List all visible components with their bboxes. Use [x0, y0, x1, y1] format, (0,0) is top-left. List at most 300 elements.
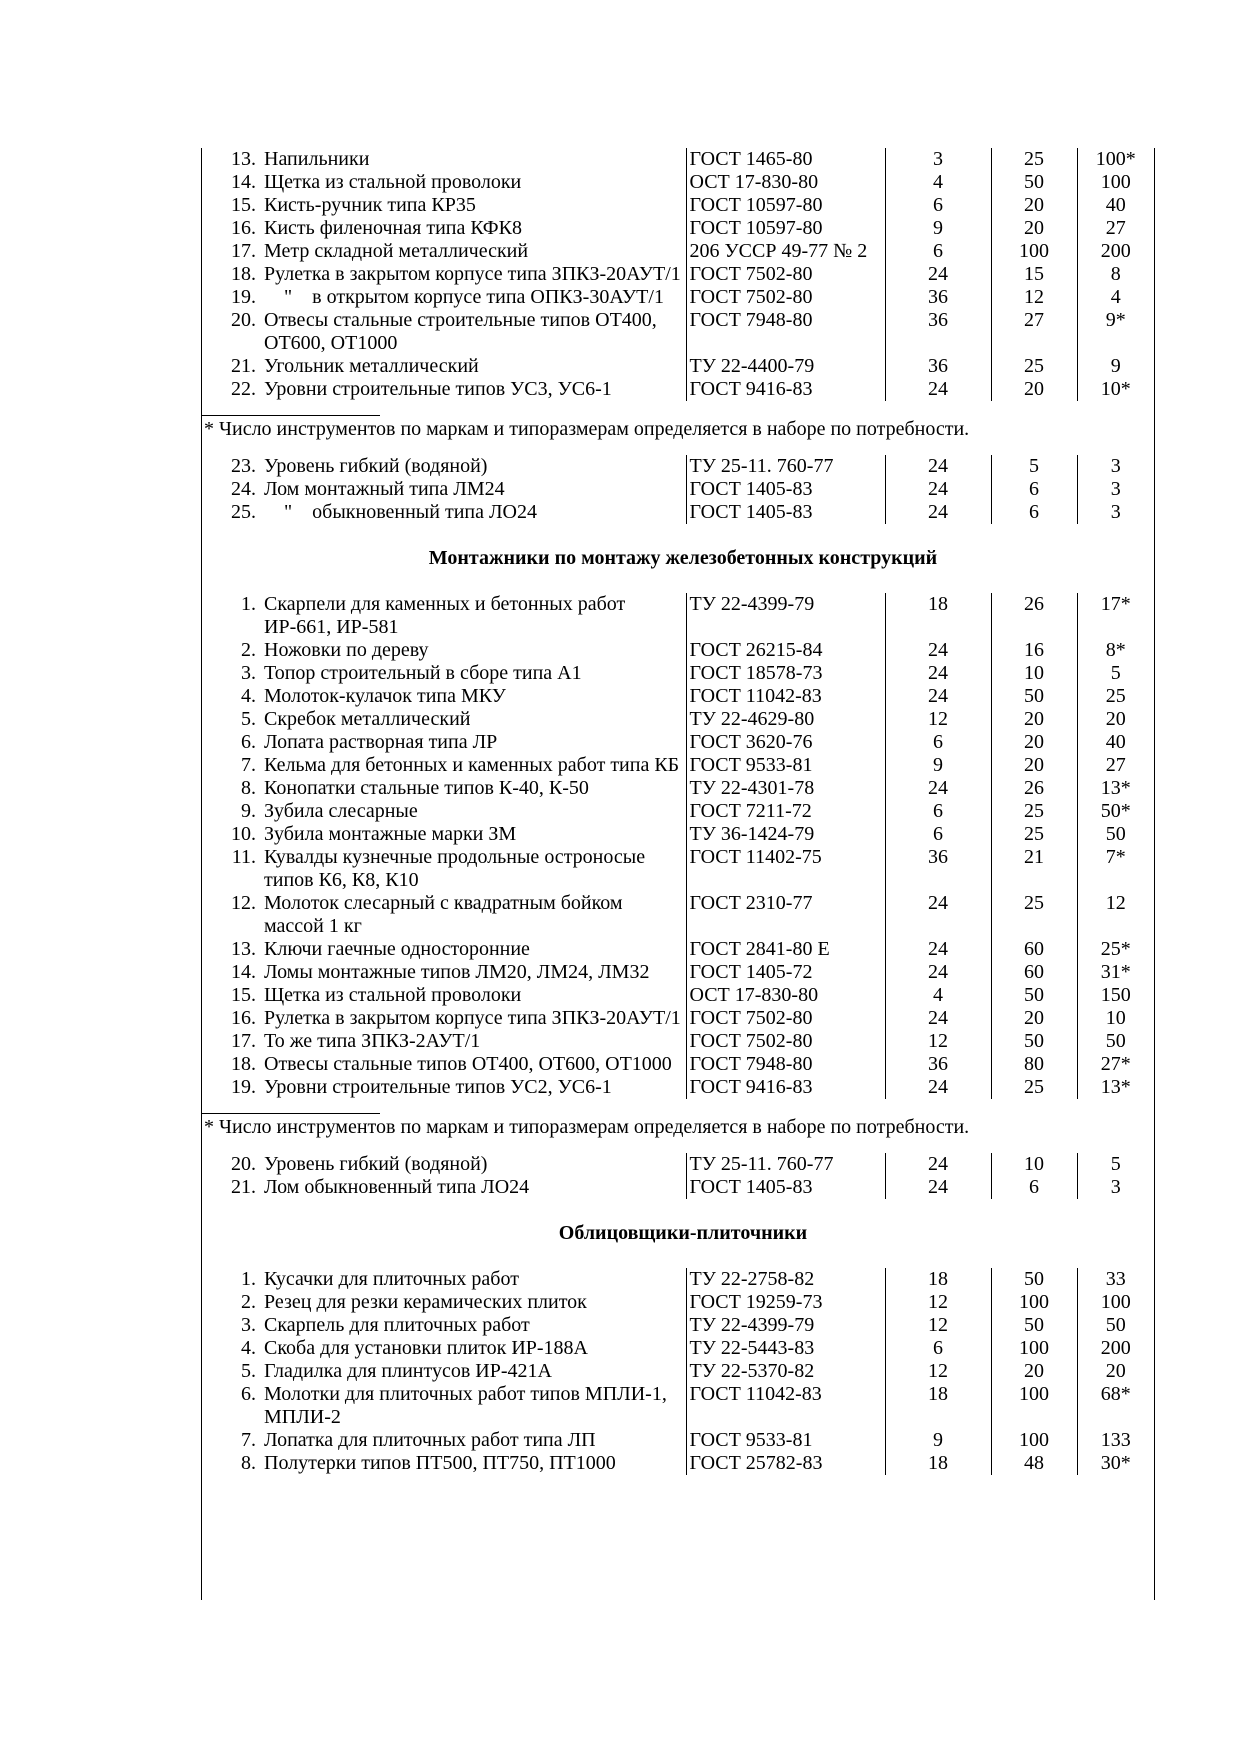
- value-col-2: 10: [991, 1153, 1077, 1176]
- value-col-3: 3: [1077, 478, 1154, 501]
- item-number: 8.: [241, 1452, 256, 1474]
- value-col-2: 80: [991, 1053, 1077, 1076]
- value-col-3: 25*: [1077, 938, 1154, 961]
- table-row: [202, 286, 1154, 309]
- table-row: [202, 171, 1154, 194]
- value-col-2: 27: [991, 309, 1077, 355]
- tools-table-5: [202, 1268, 1154, 1475]
- value-col-1: 24: [885, 662, 991, 685]
- tool-name: Метр складной металлический: [264, 240, 529, 262]
- tool-name: Уровень гибкий (водяной): [264, 1153, 488, 1175]
- standard-reference: ГОСТ 1405-83: [686, 501, 885, 524]
- tool-name: Скребок металлический: [264, 708, 471, 730]
- value-col-1: 24: [885, 263, 991, 286]
- value-col-1: 9: [885, 217, 991, 240]
- table-row: [202, 309, 1154, 355]
- value-col-1: 6: [885, 731, 991, 754]
- item-number: 21.: [231, 355, 256, 377]
- table-row: [202, 754, 1154, 777]
- item-number: 9.: [241, 800, 256, 822]
- value-col-1: 6: [885, 1337, 991, 1360]
- value-col-2: 26: [991, 593, 1077, 639]
- value-col-1: 12: [885, 708, 991, 731]
- value-col-1: 36: [885, 286, 991, 309]
- table-row: [202, 240, 1154, 263]
- value-col-1: 24: [885, 478, 991, 501]
- tools-table-4: [202, 1153, 1154, 1199]
- table-row: [202, 1291, 1154, 1314]
- value-col-3: 13*: [1077, 777, 1154, 800]
- standard-reference: ТУ 22-5443-83: [686, 1337, 885, 1360]
- value-col-1: 36: [885, 846, 991, 892]
- tool-name: То же типа ЗПКЗ-2АУТ/1: [264, 1030, 481, 1052]
- standard-reference: 206 УССР 49-77 № 2: [686, 240, 885, 263]
- value-col-1: 24: [885, 1076, 991, 1099]
- item-number: 12.: [231, 892, 256, 914]
- value-col-3: 10: [1077, 1007, 1154, 1030]
- value-col-2: 20: [991, 378, 1077, 401]
- tool-name: Щетка из стальной проволоки: [264, 171, 522, 193]
- tool-name: Молоток-кулачок типа МКУ: [264, 685, 506, 707]
- standard-reference: ГОСТ 26215-84: [686, 639, 885, 662]
- footnote: * Число инструментов по маркам и типоразмерам определяется в наборе по потребности.: [204, 1116, 970, 1138]
- value-col-3: 7*: [1077, 846, 1154, 892]
- item-number: 10.: [231, 823, 256, 845]
- tool-name: Молотки для плиточных работ типов МПЛИ-1, МПЛИ-2: [264, 1383, 667, 1428]
- standard-reference: ТУ 22-4629-80: [686, 708, 885, 731]
- value-col-2: 25: [991, 892, 1077, 938]
- value-col-2: 60: [991, 938, 1077, 961]
- value-col-1: 24: [885, 961, 991, 984]
- standard-reference: ГОСТ 7502-80: [686, 1007, 885, 1030]
- value-col-2: 100: [991, 1291, 1077, 1314]
- value-col-2: 48: [991, 1452, 1077, 1475]
- value-col-2: 20: [991, 1007, 1077, 1030]
- item-number: 5.: [241, 1360, 256, 1382]
- value-col-2: 20: [991, 217, 1077, 240]
- tool-name: Скарпели для каменных и бетонных работ ИР-661, ИР-581: [264, 593, 626, 638]
- standard-reference: ТУ 22-2758-82: [686, 1268, 885, 1291]
- value-col-1: 3: [885, 148, 991, 171]
- table-row: [202, 1452, 1154, 1475]
- tool-name: Молоток слесарный с квадратным бойком массой 1 кг: [264, 892, 623, 937]
- standard-reference: ГОСТ 10597-80: [686, 194, 885, 217]
- value-col-1: 24: [885, 1007, 991, 1030]
- item-number: 13.: [231, 148, 256, 170]
- item-number: 15.: [231, 984, 256, 1006]
- tool-name: Лопатка для плиточных работ типа ЛП: [264, 1429, 596, 1451]
- value-col-1: 6: [885, 800, 991, 823]
- value-col-2: 15: [991, 263, 1077, 286]
- tool-name: Отвесы стальные строительные типов ОТ400, ОТ600, ОТ1000: [264, 309, 657, 354]
- value-col-2: 100: [991, 240, 1077, 263]
- tools-table-2: [202, 455, 1154, 524]
- item-number: 14.: [231, 961, 256, 983]
- item-number: 5.: [241, 708, 256, 730]
- item-number: 16.: [231, 1007, 256, 1029]
- standard-reference: ГОСТ 1405-72: [686, 961, 885, 984]
- table-row: [202, 1314, 1154, 1337]
- value-col-2: 100: [991, 1383, 1077, 1429]
- value-col-2: 25: [991, 1076, 1077, 1099]
- value-col-1: 9: [885, 754, 991, 777]
- table-row: [202, 1268, 1154, 1291]
- value-col-2: 6: [991, 501, 1077, 524]
- item-number: 18.: [231, 1053, 256, 1075]
- table-row: [202, 1153, 1154, 1176]
- value-col-1: 24: [885, 639, 991, 662]
- item-number: 11.: [231, 846, 256, 868]
- tool-name: Скарпель для плиточных работ: [264, 1314, 530, 1336]
- item-number: 2.: [241, 639, 256, 661]
- table-row: [202, 455, 1154, 478]
- value-col-3: 30*: [1077, 1452, 1154, 1475]
- standard-reference: ГОСТ 3620-76: [686, 731, 885, 754]
- value-col-2: 20: [991, 754, 1077, 777]
- value-col-1: 9: [885, 1429, 991, 1452]
- value-col-1: 4: [885, 171, 991, 194]
- value-col-1: 24: [885, 378, 991, 401]
- item-number: 4.: [241, 1337, 256, 1359]
- value-col-1: 12: [885, 1291, 991, 1314]
- item-number: 1.: [241, 593, 256, 615]
- table-row: [202, 1360, 1154, 1383]
- table-row: [202, 662, 1154, 685]
- tool-name: " обыкновенный типа ЛО24: [264, 501, 537, 523]
- item-number: 25.: [231, 501, 256, 523]
- value-col-2: 6: [991, 1176, 1077, 1199]
- item-number: 13.: [231, 938, 256, 960]
- table-row: [202, 1337, 1154, 1360]
- tool-name: Резец для резки керамических плиток: [264, 1291, 587, 1313]
- value-col-3: 200: [1077, 240, 1154, 263]
- tool-name: Щетка из стальной проволоки: [264, 984, 522, 1006]
- tool-name: Топор строительный в сборе типа А1: [264, 662, 582, 684]
- table-row: [202, 777, 1154, 800]
- value-col-1: 24: [885, 685, 991, 708]
- standard-reference: ГОСТ 7502-80: [686, 263, 885, 286]
- table-row: [202, 1007, 1154, 1030]
- standard-reference: ТУ 25-11. 760-77: [686, 455, 885, 478]
- standard-reference: ГОСТ 11042-83: [686, 1383, 885, 1429]
- item-number: 17.: [231, 240, 256, 262]
- tool-name: Уровни строительные типов УС2, УС6-1: [264, 1076, 612, 1098]
- standard-reference: ГОСТ 9533-81: [686, 754, 885, 777]
- value-col-3: 8: [1077, 263, 1154, 286]
- item-number: 2.: [241, 1291, 256, 1313]
- tool-name: Конопатки стальные типов К-40, К-50: [264, 777, 589, 799]
- standard-reference: ТУ 36-1424-79: [686, 823, 885, 846]
- tool-name: Кельма для бетонных и каменных работ типа КБ: [264, 754, 680, 776]
- standard-reference: ГОСТ 19259-73: [686, 1291, 885, 1314]
- table-row: [202, 984, 1154, 1007]
- value-col-3: 50*: [1077, 800, 1154, 823]
- tool-name: Лопата растворная типа ЛР: [264, 731, 498, 753]
- standard-reference: ГОСТ 7502-80: [686, 1030, 885, 1053]
- standard-reference: ГОСТ 7502-80: [686, 286, 885, 309]
- value-col-3: 9: [1077, 355, 1154, 378]
- value-col-3: 5: [1077, 1153, 1154, 1176]
- table-row: [202, 846, 1154, 892]
- value-col-3: 8*: [1077, 639, 1154, 662]
- value-col-1: 18: [885, 1452, 991, 1475]
- value-col-1: 24: [885, 777, 991, 800]
- value-col-3: 100*: [1077, 148, 1154, 171]
- item-number: 18.: [231, 263, 256, 285]
- value-col-2: 50: [991, 1030, 1077, 1053]
- table-row: [202, 217, 1154, 240]
- value-col-1: 24: [885, 455, 991, 478]
- value-col-2: 25: [991, 800, 1077, 823]
- tool-name: Зубила монтажные марки ЗМ: [264, 823, 517, 845]
- value-col-3: 27: [1077, 217, 1154, 240]
- item-number: 23.: [231, 455, 256, 477]
- table-row: [202, 639, 1154, 662]
- value-col-1: 18: [885, 593, 991, 639]
- tool-name: Лом монтажный типа ЛМ24: [264, 478, 505, 500]
- value-col-2: 50: [991, 171, 1077, 194]
- table-row: [202, 800, 1154, 823]
- value-col-3: 50: [1077, 1030, 1154, 1053]
- item-number: 20.: [231, 1153, 256, 1175]
- table-row: [202, 263, 1154, 286]
- value-col-1: 12: [885, 1314, 991, 1337]
- value-col-1: 6: [885, 194, 991, 217]
- table-row: [202, 685, 1154, 708]
- tool-name: Полутерки типов ПТ500, ПТ750, ПТ1000: [264, 1452, 616, 1474]
- tool-name: Кувалды кузнечные продольные остроносые типов К6, К8, К10: [264, 846, 646, 891]
- standard-reference: ТУ 22-4399-79: [686, 593, 885, 639]
- section-title-tilers: Облицовщики-плиточники: [558, 1222, 808, 1244]
- table-row: [202, 355, 1154, 378]
- standard-reference: ГОСТ 2310-77: [686, 892, 885, 938]
- value-col-3: 40: [1077, 194, 1154, 217]
- value-col-1: 18: [885, 1268, 991, 1291]
- tool-name: Рулетка в закрытом корпусе типа ЗПКЗ-20АУТ/1: [264, 1007, 681, 1029]
- standard-reference: ГОСТ 9533-81: [686, 1429, 885, 1452]
- value-col-3: 3: [1077, 501, 1154, 524]
- value-col-2: 26: [991, 777, 1077, 800]
- table-row: [202, 1176, 1154, 1199]
- value-col-1: 24: [885, 892, 991, 938]
- value-col-3: 100: [1077, 1291, 1154, 1314]
- standard-reference: ГОСТ 2841-80 Е: [686, 938, 885, 961]
- footnote: * Число инструментов по маркам и типоразмерам определяется в наборе по потребности.: [204, 418, 970, 440]
- standard-reference: ТУ 22-5370-82: [686, 1360, 885, 1383]
- value-col-2: 21: [991, 846, 1077, 892]
- value-col-2: 12: [991, 286, 1077, 309]
- standard-reference: ГОСТ 7211-72: [686, 800, 885, 823]
- tool-name: Зубила слесарные: [264, 800, 418, 822]
- standard-reference: ГОСТ 25782-83: [686, 1452, 885, 1475]
- item-number: 6.: [241, 1383, 256, 1405]
- table-row: [202, 1383, 1154, 1429]
- section-title-installers: Монтажники по монтажу железобетонных конструкций: [428, 547, 938, 569]
- tool-name: Напильники: [264, 148, 370, 170]
- value-col-3: 27: [1077, 754, 1154, 777]
- value-col-3: 20: [1077, 708, 1154, 731]
- value-col-1: 36: [885, 355, 991, 378]
- value-col-3: 200: [1077, 1337, 1154, 1360]
- value-col-3: 3: [1077, 1176, 1154, 1199]
- value-col-2: 25: [991, 148, 1077, 171]
- tool-name: " в открытом корпусе типа ОПКЗ-30АУТ/1: [264, 286, 664, 308]
- tool-name: Уровень гибкий (водяной): [264, 455, 488, 477]
- item-number: 6.: [241, 731, 256, 753]
- item-number: 3.: [241, 1314, 256, 1336]
- table-row: [202, 501, 1154, 524]
- value-col-2: 20: [991, 1360, 1077, 1383]
- value-col-3: 12: [1077, 892, 1154, 938]
- table-row: [202, 938, 1154, 961]
- item-number: 4.: [241, 685, 256, 707]
- standard-reference: ГОСТ 7948-80: [686, 1053, 885, 1076]
- table-row: [202, 478, 1154, 501]
- item-number: 20.: [231, 309, 256, 331]
- value-col-3: 40: [1077, 731, 1154, 754]
- table-row: [202, 378, 1154, 401]
- item-number: 19.: [231, 1076, 256, 1098]
- value-col-3: 150: [1077, 984, 1154, 1007]
- value-col-2: 16: [991, 639, 1077, 662]
- table-row: [202, 892, 1154, 938]
- table-row: [202, 593, 1154, 639]
- standard-reference: ГОСТ 18578-73: [686, 662, 885, 685]
- table-row: [202, 731, 1154, 754]
- standard-reference: ТУ 25-11. 760-77: [686, 1153, 885, 1176]
- value-col-1: 24: [885, 1176, 991, 1199]
- value-col-1: 36: [885, 309, 991, 355]
- value-col-2: 50: [991, 1314, 1077, 1337]
- table-row: [202, 194, 1154, 217]
- document-page: [202, 148, 1154, 1475]
- value-col-3: 10*: [1077, 378, 1154, 401]
- value-col-2: 5: [991, 455, 1077, 478]
- value-col-2: 20: [991, 708, 1077, 731]
- table-row: [202, 823, 1154, 846]
- tool-name: Ножовки по дереву: [264, 639, 429, 661]
- value-col-2: 20: [991, 194, 1077, 217]
- standard-reference: ГОСТ 1405-83: [686, 478, 885, 501]
- standard-reference: ГОСТ 10597-80: [686, 217, 885, 240]
- value-col-2: 25: [991, 823, 1077, 846]
- standard-reference: ГОСТ 7948-80: [686, 309, 885, 355]
- value-col-1: 18: [885, 1383, 991, 1429]
- footnote-rule: [202, 1113, 380, 1114]
- item-number: 15.: [231, 194, 256, 216]
- table-row: [202, 1076, 1154, 1099]
- item-number: 7.: [241, 754, 256, 776]
- value-col-2: 60: [991, 961, 1077, 984]
- value-col-2: 50: [991, 685, 1077, 708]
- value-col-3: 3: [1077, 455, 1154, 478]
- value-col-2: 25: [991, 355, 1077, 378]
- value-col-2: 100: [991, 1337, 1077, 1360]
- value-col-3: 20: [1077, 1360, 1154, 1383]
- value-col-1: 6: [885, 240, 991, 263]
- value-col-3: 17*: [1077, 593, 1154, 639]
- value-col-3: 4: [1077, 286, 1154, 309]
- standard-reference: ТУ 22-4400-79: [686, 355, 885, 378]
- value-col-3: 27*: [1077, 1053, 1154, 1076]
- tool-name: Лом обыкновенный типа ЛО24: [264, 1176, 530, 1198]
- tool-name: Угольник металлический: [264, 355, 479, 377]
- table-row: [202, 1030, 1154, 1053]
- item-number: 3.: [241, 662, 256, 684]
- page-frame-right-border: [1154, 148, 1155, 1600]
- standard-reference: ГОСТ 9416-83: [686, 1076, 885, 1099]
- tools-table-3: [202, 593, 1154, 1099]
- value-col-2: 10: [991, 662, 1077, 685]
- value-col-3: 50: [1077, 1314, 1154, 1337]
- value-col-3: 25: [1077, 685, 1154, 708]
- value-col-3: 5: [1077, 662, 1154, 685]
- item-number: 1.: [241, 1268, 256, 1290]
- item-number: 22.: [231, 378, 256, 400]
- standard-reference: ГОСТ 1405-83: [686, 1176, 885, 1199]
- tool-name: Кисть-ручник типа КР35: [264, 194, 476, 216]
- tool-name: Скоба для установки плиток ИР-188А: [264, 1337, 589, 1359]
- value-col-1: 24: [885, 938, 991, 961]
- value-col-3: 68*: [1077, 1383, 1154, 1429]
- value-col-3: 13*: [1077, 1076, 1154, 1099]
- table-row: [202, 1429, 1154, 1452]
- item-number: 7.: [241, 1429, 256, 1451]
- value-col-2: 100: [991, 1429, 1077, 1452]
- value-col-2: 50: [991, 1268, 1077, 1291]
- table-row: [202, 961, 1154, 984]
- standard-reference: ОСТ 17-830-80: [686, 171, 885, 194]
- standard-reference: ГОСТ 11042-83: [686, 685, 885, 708]
- value-col-1: 36: [885, 1053, 991, 1076]
- standard-reference: ГОСТ 9416-83: [686, 378, 885, 401]
- footnote-rule: [202, 415, 380, 416]
- tool-name: Отвесы стальные типов ОТ400, ОТ600, ОТ1000: [264, 1053, 672, 1075]
- value-col-3: 31*: [1077, 961, 1154, 984]
- value-col-3: 50: [1077, 823, 1154, 846]
- standard-reference: ТУ 22-4301-78: [686, 777, 885, 800]
- value-col-1: 24: [885, 501, 991, 524]
- standard-reference: ГОСТ 1465-80: [686, 148, 885, 171]
- item-number: 16.: [231, 217, 256, 239]
- standard-reference: ГОСТ 11402-75: [686, 846, 885, 892]
- value-col-2: 6: [991, 478, 1077, 501]
- table-row: [202, 708, 1154, 731]
- tool-name: Рулетка в закрытом корпусе типа ЗПКЗ-20АУТ/1: [264, 263, 681, 285]
- value-col-1: 4: [885, 984, 991, 1007]
- value-col-2: 20: [991, 731, 1077, 754]
- value-col-3: 133: [1077, 1429, 1154, 1452]
- table-row: [202, 1053, 1154, 1076]
- tool-name: Кисть филеночная типа КФК8: [264, 217, 522, 239]
- value-col-3: 33: [1077, 1268, 1154, 1291]
- value-col-1: 6: [885, 823, 991, 846]
- standard-reference: ТУ 22-4399-79: [686, 1314, 885, 1337]
- value-col-1: 12: [885, 1360, 991, 1383]
- value-col-2: 50: [991, 984, 1077, 1007]
- item-number: 8.: [241, 777, 256, 799]
- tool-name: Ломы монтажные типов ЛМ20, ЛМ24, ЛМ32: [264, 961, 650, 983]
- tools-table-1: [202, 148, 1154, 401]
- tool-name: Гладилка для плинтусов ИР-421А: [264, 1360, 552, 1382]
- table-row: [202, 148, 1154, 171]
- tool-name: Кусачки для плиточных работ: [264, 1268, 519, 1290]
- item-number: 19.: [231, 286, 256, 308]
- tool-name: Ключи гаечные односторонние: [264, 938, 530, 960]
- value-col-1: 12: [885, 1030, 991, 1053]
- standard-reference: ОСТ 17-830-80: [686, 984, 885, 1007]
- item-number: 24.: [231, 478, 256, 500]
